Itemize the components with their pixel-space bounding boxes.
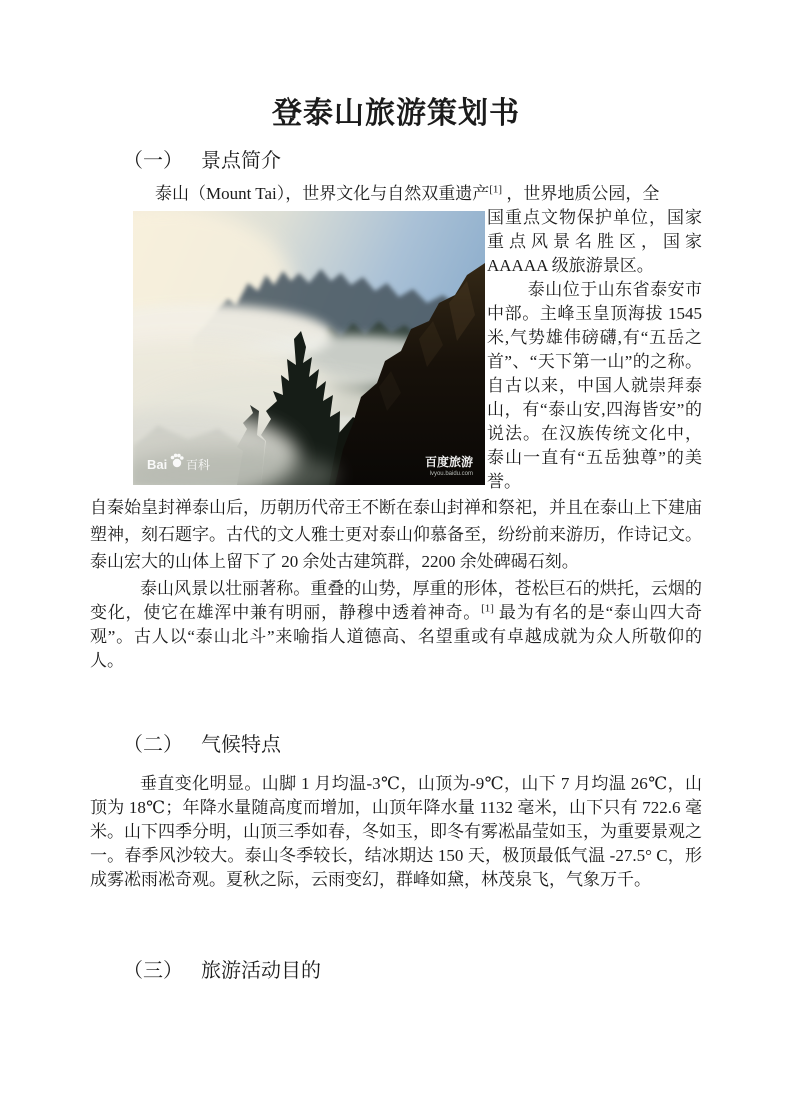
scenery-tail: 最为有名的是“泰山四大奇观”。古人以“泰山北斗”来喻指人道德高、名望重或有卓越成就为众人所敬仰的人。	[90, 603, 703, 670]
climate-paragraph: 垂直变化明显。山脚 1 月均温-3℃，山顶为-9℃，山下 7 月均温 26℃，山顶为 18℃；年降水量随高度而增加，山顶年降水量 1132 毫米，山下只有 722.6 毫米。山下四季分明，山顶三季如春，冬如玉，即冬有雾凇晶莹如玉，为重要景观之一。春季风沙较大。泰山冬季较长，结冰期达 150 天，极顶最低气温 -27.5° C，形成雾凇雨凇奇观。夏秋之际，云雨变幻，群峰如黛，林茂泉飞，气象万千。	[90, 774, 702, 889]
section-heading-3	[90, 958, 702, 984]
footnote-ref-1: [1]	[489, 183, 503, 196]
baidu-travel-watermark-url: lvyou.baidu.com	[429, 471, 473, 477]
intro-column-paragraph-2: 泰山位于山东省泰安市中部。主峰玉皇顶海拔 1545 米,气势雄伟磅礴,有“五岳之首”、“天下第一山”的之称。自古以来，中国人就崇拜泰山，有“泰山安,四海皆安”的说法。在汉族传统文化中，泰山一直有“五岳独尊”的美誉。	[487, 280, 702, 491]
intro-column-paragraph-1: 国重点文物保护单位，国家重点风景名胜区，国家 AAAAA 级旅游景区。	[487, 208, 702, 275]
intro-lead-paragraph	[90, 182, 702, 206]
section-2-number: （二）	[123, 734, 183, 756]
section-2-title: 气候特点	[201, 734, 281, 756]
page-title: 登泰山旅游策划书	[272, 97, 520, 130]
intro-wrap-column	[487, 206, 702, 494]
section-heading-2	[90, 732, 702, 758]
intro-media-row	[90, 206, 702, 494]
baidu-baike-watermark-latin: Bai	[147, 457, 168, 472]
scenery-text: 泰山风景以壮丽著称。重叠的山势，厚重的形体，苍松巨石的烘托，云烟的变化，使它在雄浑中兼有明丽，静穆中透着神奇。	[90, 579, 702, 622]
mount-tai-photo-art	[133, 211, 485, 485]
section-1-title: 景点简介	[201, 150, 281, 172]
intro-lead-text: 泰山（Mount Tai），世界文化与自然双重遗产	[155, 184, 490, 203]
footnote-ref-2: [1]	[481, 602, 494, 615]
baidu-travel-watermark	[425, 454, 473, 477]
section-3-title: 旅游活动目的	[201, 960, 321, 982]
section-1-number: （一）	[123, 150, 183, 172]
intro-lead-tail: ，世界地质公园，全	[502, 184, 660, 203]
section-heading-1	[90, 148, 702, 174]
intro-below-image-paragraph: 自秦始皇封禅泰山后，历朝历代帝王不断在泰山封禅和祭祀，并且在泰山上下建庙塑神，刻石题字。古代的文人雅士更对泰山仰慕备至，纷纷前来游历，作诗记文。泰山宏大的山体上留下了 20 余处古建筑群，2200 余处碑碣石刻。	[90, 498, 702, 571]
mount-tai-photo	[133, 211, 485, 485]
intro-scenery-paragraph	[90, 577, 702, 673]
section-3-number: （三）	[123, 960, 183, 982]
baidu-baike-watermark-cn: 百科	[186, 458, 211, 472]
baidu-travel-watermark-cn: 百度旅游	[424, 455, 473, 469]
